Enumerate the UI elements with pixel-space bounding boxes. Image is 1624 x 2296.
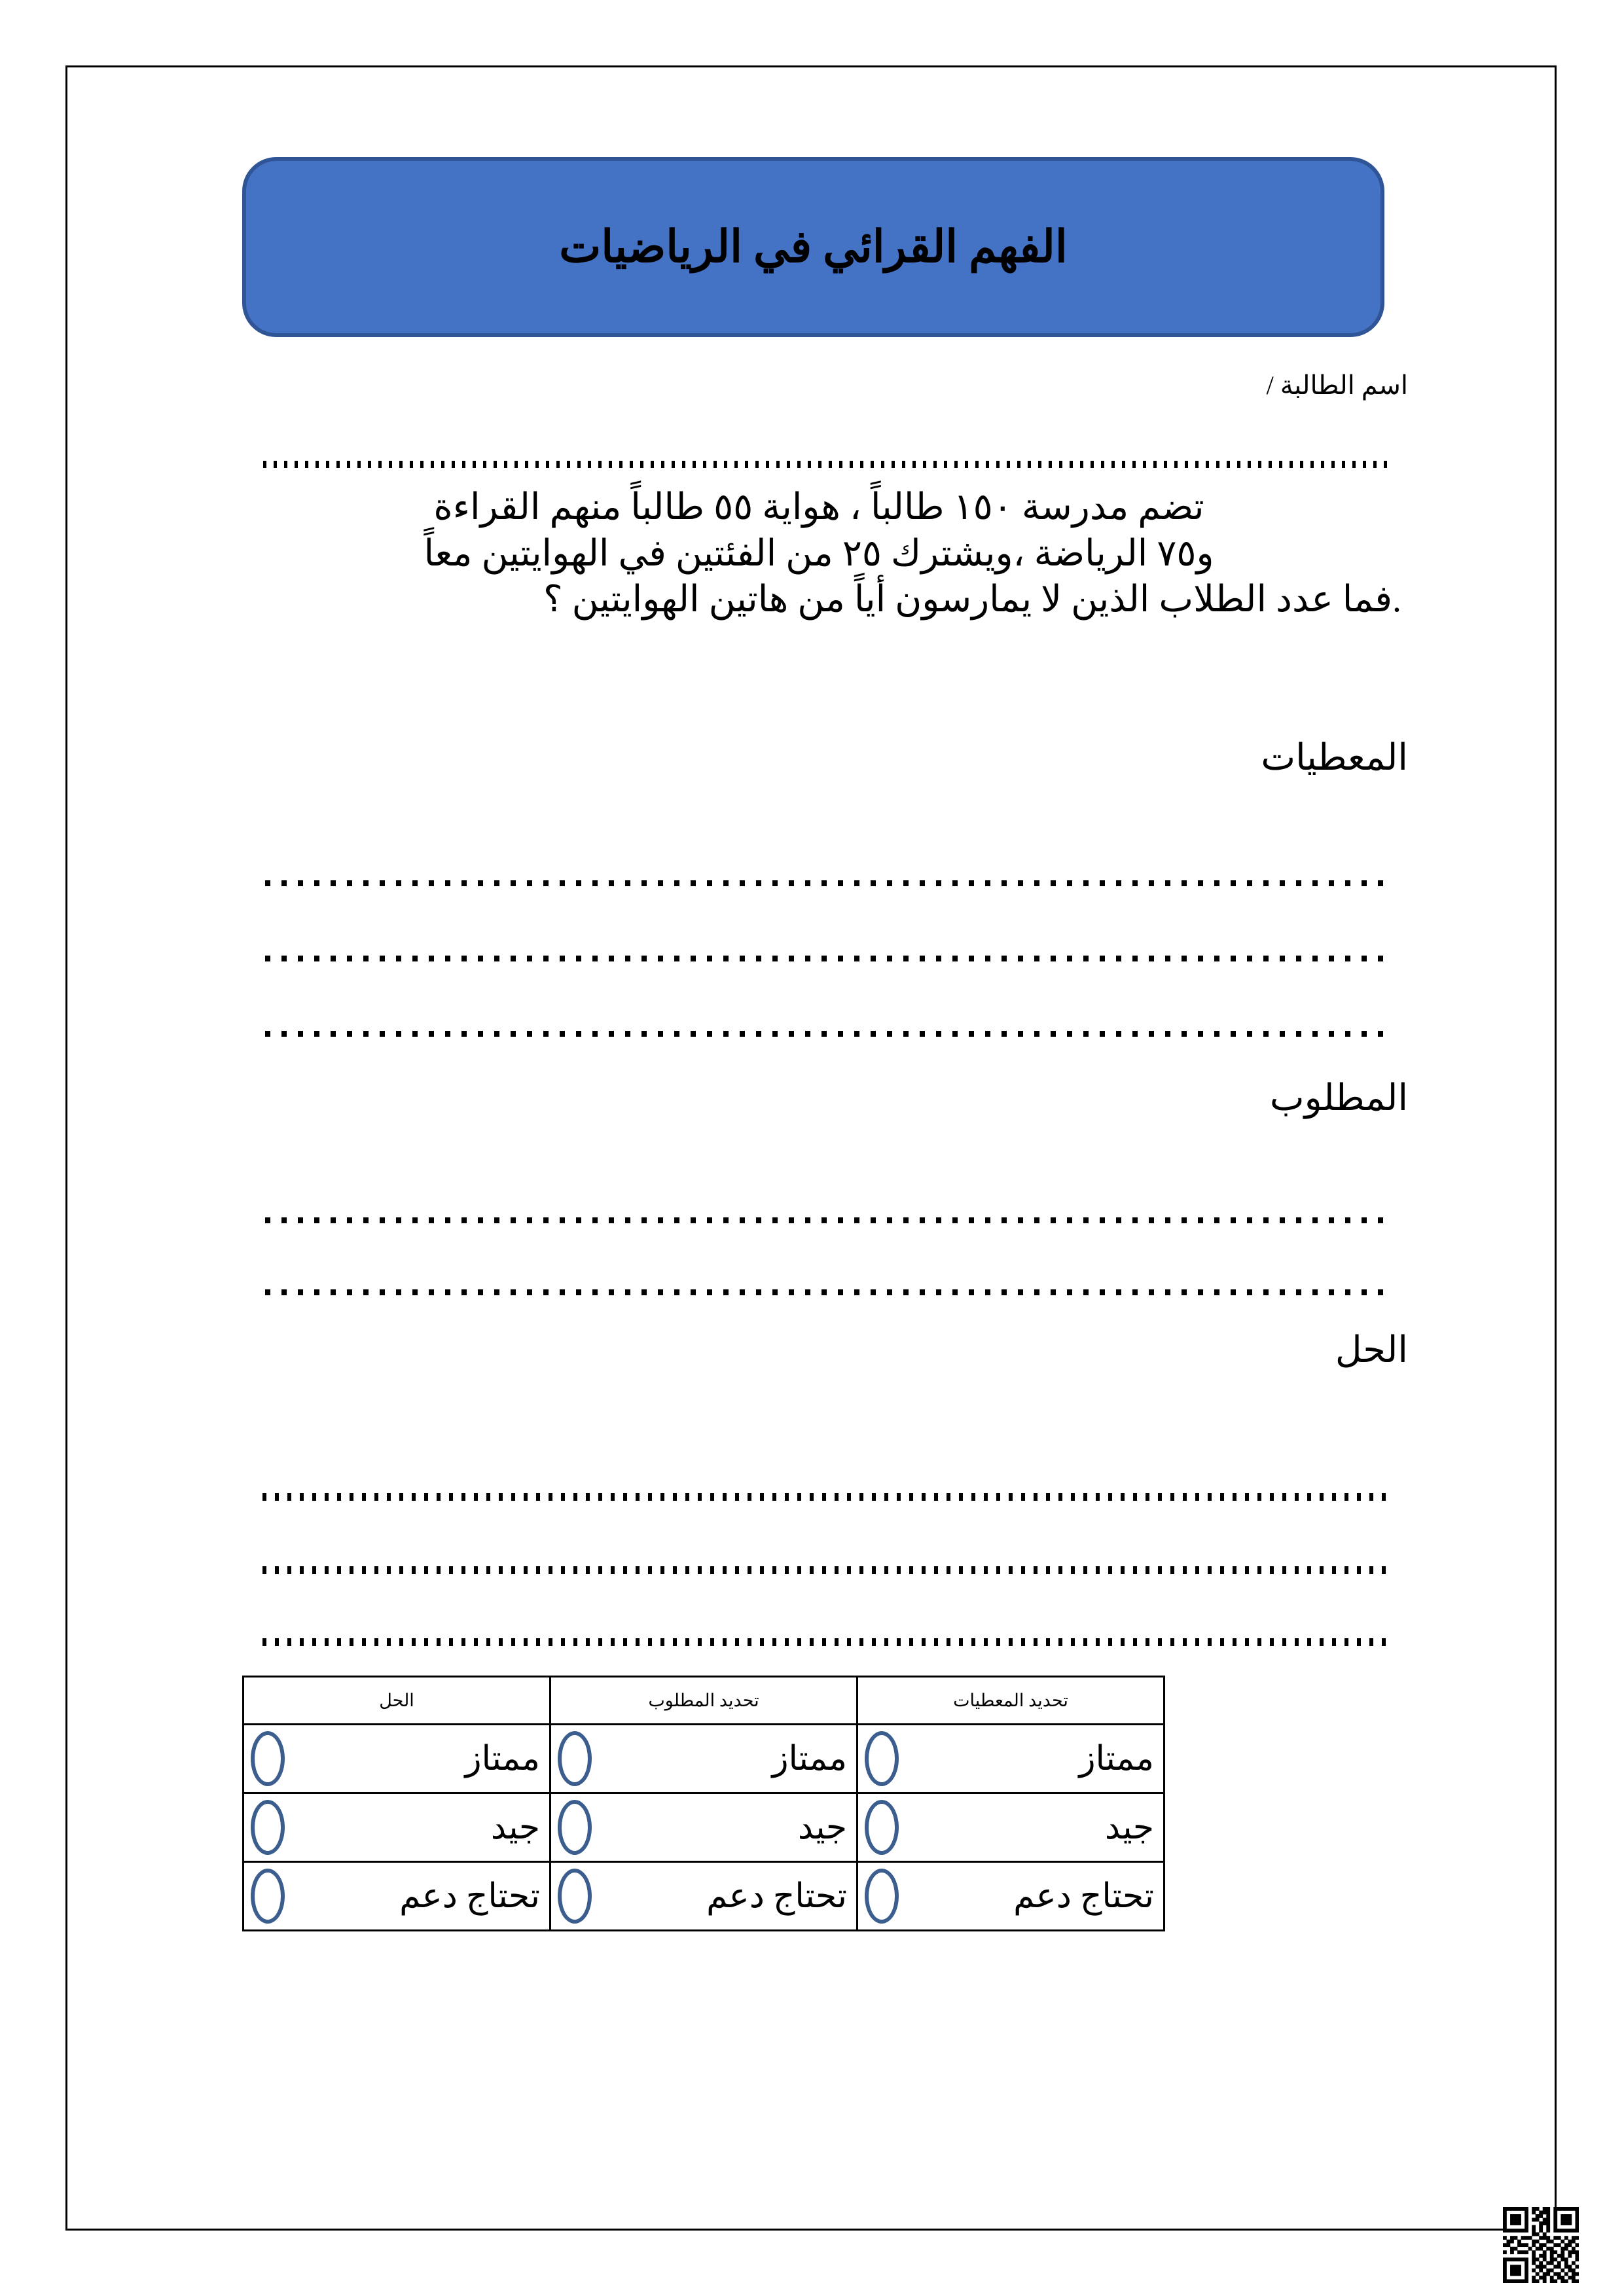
rubric-column-header-solution: الحل xyxy=(244,1677,550,1725)
given-answer-line-1[interactable] xyxy=(255,877,1394,885)
rubric-cell-required-good[interactable] xyxy=(550,1793,857,1862)
student-name-label: اسم الطالبة / xyxy=(1266,370,1408,400)
rubric-level-label: جيد xyxy=(490,1809,540,1846)
required-answer-line-2[interactable] xyxy=(255,1286,1394,1294)
solution-answer-line-1[interactable] xyxy=(255,1491,1394,1499)
section-heading-given: المعطيات xyxy=(1261,738,1408,778)
rubric-level-label: جيد xyxy=(797,1809,847,1846)
rubric-bubble-icon[interactable] xyxy=(865,1800,899,1855)
problem-line-2: و٧٥ الرياضة ،ويشترك ٢٥ من الفئتين في الهوايتين معاً xyxy=(424,533,1214,574)
worksheet-title-banner xyxy=(242,157,1384,337)
required-answer-line-1[interactable] xyxy=(255,1214,1394,1222)
rubric-cell-given-excellent[interactable] xyxy=(857,1725,1164,1793)
given-answer-line-2[interactable] xyxy=(255,952,1394,960)
rubric-column-header-given: تحديد المعطيات xyxy=(857,1677,1164,1725)
rubric-bubble-icon[interactable] xyxy=(251,1869,285,1924)
rubric-bubble-icon[interactable] xyxy=(865,1869,899,1924)
rubric-level-label: ممتاز xyxy=(465,1740,540,1778)
qr-code[interactable] xyxy=(1503,2207,1579,2283)
rubric-bubble-icon[interactable] xyxy=(251,1731,285,1786)
rubric-level-label: تحتاج دعم xyxy=(1013,1878,1154,1915)
student-name-writing-line[interactable] xyxy=(255,458,1394,466)
assessment-rubric-table xyxy=(242,1676,1165,1931)
rubric-level-label: ممتاز xyxy=(772,1740,847,1778)
given-answer-line-3[interactable] xyxy=(255,1028,1394,1035)
rubric-cell-solution-excellent[interactable] xyxy=(244,1725,550,1793)
rubric-level-label: تحتاج دعم xyxy=(706,1878,847,1915)
table-row xyxy=(244,1862,1164,1931)
problem-line-3: .فما عدد الطلاب الذين لا يمارسون أياً من هاتين الهوايتين ؟ xyxy=(543,579,1401,620)
problem-line-1: تضم مدرسة ١٥٠ طالباً ، هواية ٥٥ طالباً منهم القراءة xyxy=(433,487,1204,528)
rubric-cell-solution-needs-support[interactable] xyxy=(244,1862,550,1931)
rubric-cell-solution-good[interactable] xyxy=(244,1793,550,1862)
page-title: الفهم القرائي في الرياضيات xyxy=(559,222,1068,272)
rubric-bubble-icon[interactable] xyxy=(865,1731,899,1786)
rubric-bubble-icon[interactable] xyxy=(558,1731,592,1786)
section-heading-required: المطلوب xyxy=(1269,1078,1408,1119)
table-row xyxy=(244,1725,1164,1793)
rubric-column-header-required: تحديد المطلوب xyxy=(550,1677,857,1725)
rubric-bubble-icon[interactable] xyxy=(558,1800,592,1855)
solution-answer-line-3[interactable] xyxy=(255,1636,1394,1644)
table-header-row xyxy=(244,1677,1164,1725)
rubric-cell-required-excellent[interactable] xyxy=(550,1725,857,1793)
rubric-cell-given-good[interactable] xyxy=(857,1793,1164,1862)
rubric-cell-required-needs-support[interactable] xyxy=(550,1862,857,1931)
section-heading-solution: الحل xyxy=(1335,1330,1408,1371)
rubric-bubble-icon[interactable] xyxy=(251,1800,285,1855)
table-row xyxy=(244,1793,1164,1862)
solution-answer-line-2[interactable] xyxy=(255,1564,1394,1572)
rubric-level-label: تحتاج دعم xyxy=(399,1878,540,1915)
rubric-level-label: ممتاز xyxy=(1079,1740,1154,1778)
rubric-level-label: جيد xyxy=(1104,1809,1154,1846)
rubric-bubble-icon[interactable] xyxy=(558,1869,592,1924)
rubric-cell-given-needs-support[interactable] xyxy=(857,1862,1164,1931)
problem-statement xyxy=(230,484,1408,623)
